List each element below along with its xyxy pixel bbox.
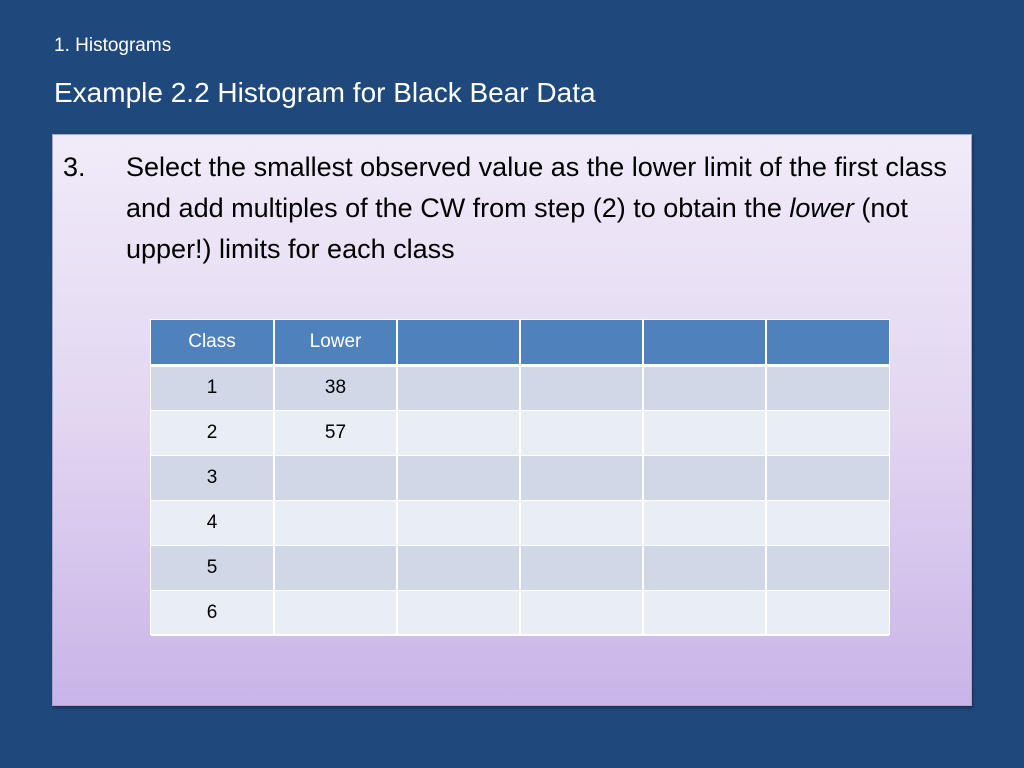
table-cell [397,545,520,590]
table-cell [520,410,643,455]
table-cell [766,545,889,590]
table-cell [643,500,766,545]
table-cell [397,500,520,545]
table-cell [643,590,766,635]
table-row [151,455,889,500]
header-cell [520,320,643,365]
table-cell [274,455,397,500]
table-cell [520,545,643,590]
table-cell [643,365,766,410]
table-row [151,365,889,410]
step-text-part-2: (not upper!) limits for each class [126,193,908,264]
table-cell [643,455,766,500]
table-cell: 57 [274,410,397,455]
table-cell [397,410,520,455]
table-cell [520,500,643,545]
table-cell [397,590,520,635]
table-cell [274,590,397,635]
step-text-part-1: Select the smallest observed value as the lower limit of the first class and add multiples of the CW from step (2) to obtain the [126,152,947,223]
table-cell [643,410,766,455]
step-text [126,147,956,270]
header-cell-lower: Lower [274,320,397,365]
table-cell [520,455,643,500]
table-header-row [151,320,889,365]
table-row [151,410,889,455]
table-cell: 6 [151,590,274,635]
table-cell [766,365,889,410]
step-text-emphasis: lower [789,193,854,223]
table-row [151,545,889,590]
table-row [151,500,889,545]
table-cell [766,500,889,545]
slide-title: Example 2.2 Histogram for Black Bear Data [54,77,596,108]
table-cell: 5 [151,545,274,590]
table-cell [520,365,643,410]
table-cell: 1 [151,365,274,410]
table-cell [766,455,889,500]
table-row [151,590,889,635]
table-cell [274,545,397,590]
table-cell [274,500,397,545]
step-number: 3. [63,152,86,182]
section-label: 1. Histograms [54,35,172,56]
table-cell: 4 [151,500,274,545]
table-cell [397,455,520,500]
table-cell: 2 [151,410,274,455]
header-cell [397,320,520,365]
header-cell-class: Class [151,320,274,365]
table-cell [766,410,889,455]
header-cell [766,320,889,365]
table-cell: 3 [151,455,274,500]
table-cell: 38 [274,365,397,410]
table-cell [520,590,643,635]
table-cell [766,590,889,635]
table-cell [397,365,520,410]
class-limits-table [151,320,889,636]
table-cell [643,545,766,590]
header-cell [643,320,766,365]
